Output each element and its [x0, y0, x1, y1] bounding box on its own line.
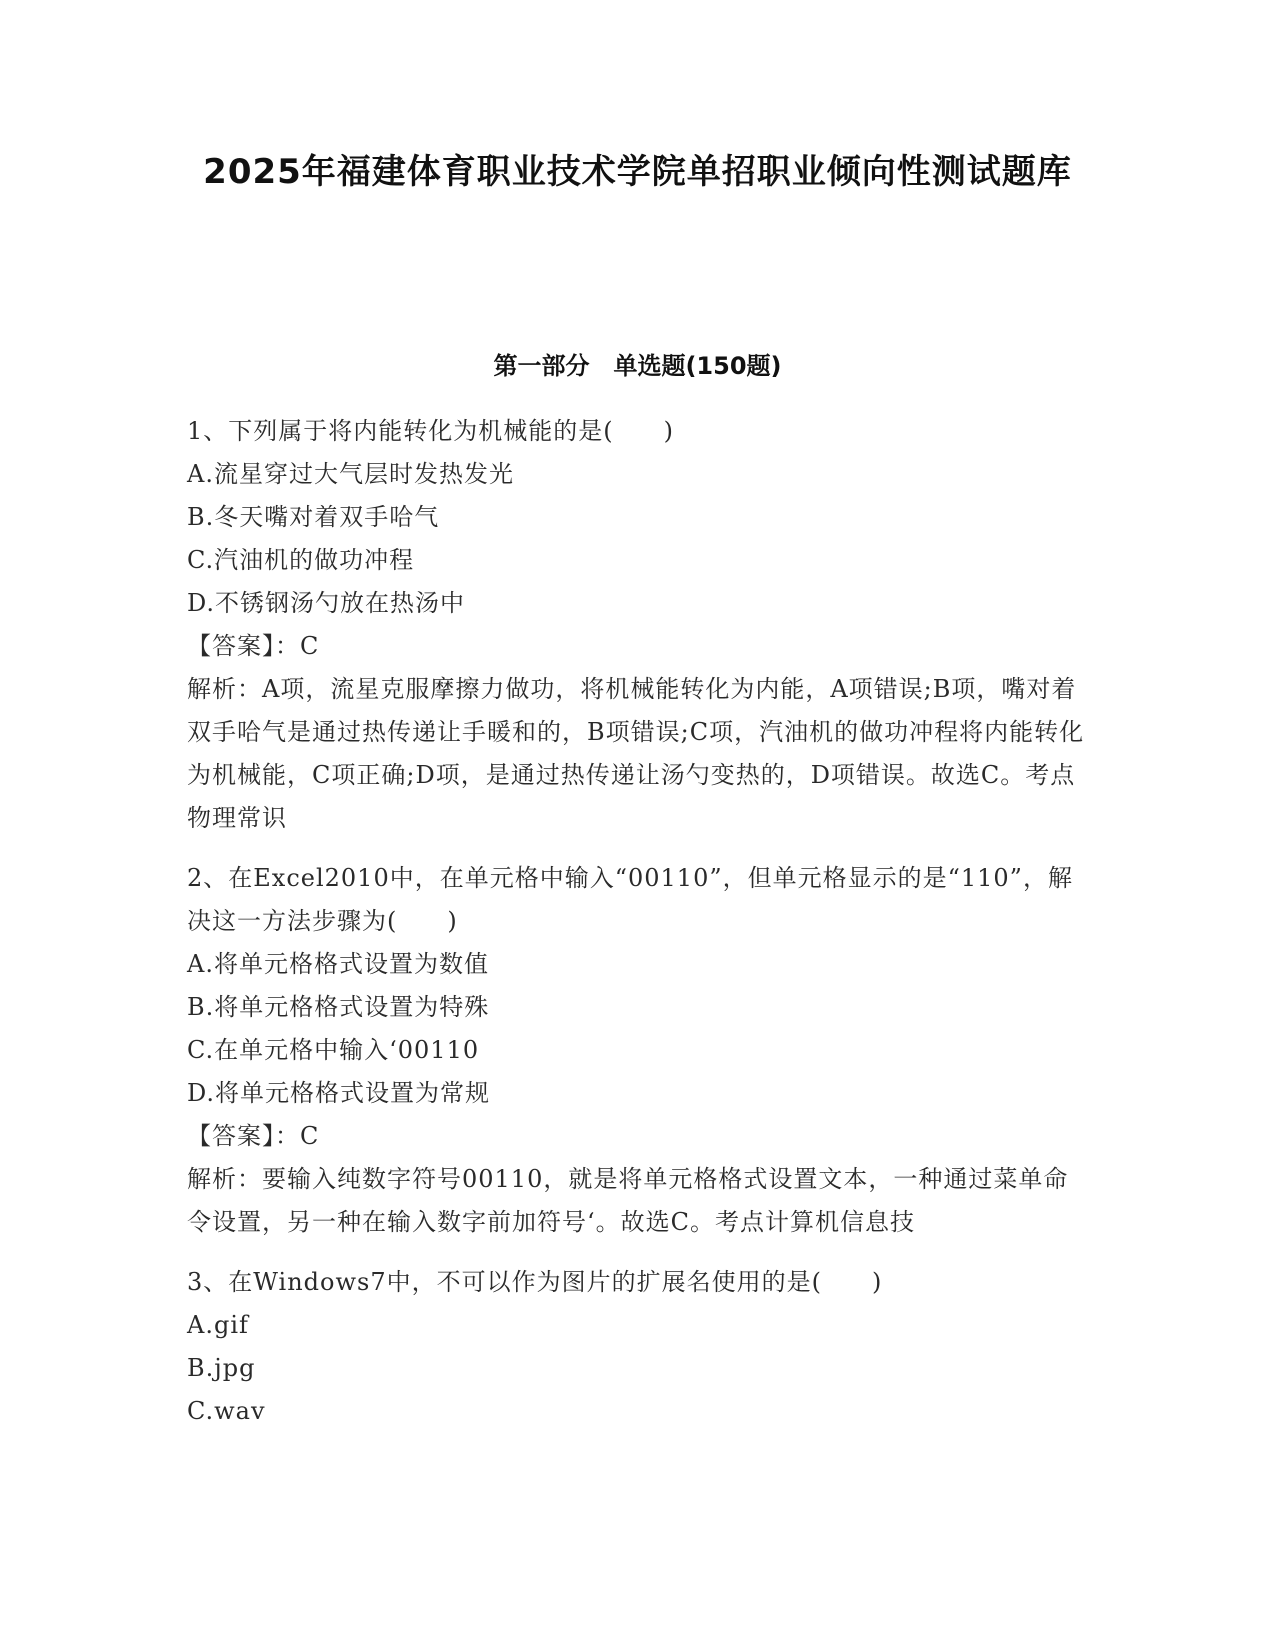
- option-d: D.将单元格格式设置为常规: [187, 1079, 491, 1107]
- answer: 【答案】：C: [187, 1122, 320, 1150]
- option-b: B.jpg: [187, 1354, 256, 1382]
- document-title: 2025年福建体育职业技术学院单招职业倾向性测试题库: [203, 152, 1072, 192]
- explanation: 解析：A项，流星克服摩擦力做功，将机械能转化为内能，A项错误;B项，嘴对着双手哈气是通过热传递让手暖和的，B项错误;C项，汽油机的做功冲程将内能转化为机械能，C项正确;D项，是通过热传递让汤勺变热的，D项错误。故选C。考点物理常识: [187, 675, 1085, 832]
- question-list: [187, 410, 1092, 1433]
- option-a: A.gif: [187, 1311, 249, 1339]
- question-stem: 3、在Windows7中，不可以作为图片的扩展名使用的是( ): [187, 1268, 883, 1296]
- option-d: D.不锈钢汤勺放在热汤中: [187, 589, 466, 617]
- option-c: C.汽油机的做功冲程: [187, 546, 415, 574]
- question-stem: 2、在Excel2010中，在单元格中输入“00110”，但单元格显示的是“110”，解决这一方法步骤为( ): [187, 864, 1073, 935]
- option-c: C.wav: [187, 1397, 266, 1425]
- explanation: 解析：要输入纯数字符号00110，就是将单元格格式设置文本，一种通过菜单命令设置，另一种在输入数字前加符号‘。故选C。考点计算机信息技: [187, 1165, 1069, 1236]
- option-c: C.在单元格中输入‘00110: [187, 1036, 480, 1064]
- question-3: [187, 1261, 1092, 1433]
- question-2: [187, 857, 1092, 1244]
- option-a: A.流星穿过大气层时发热发光: [187, 460, 514, 488]
- option-a: A.将单元格格式设置为数值: [187, 950, 489, 978]
- option-b: B.将单元格格式设置为特殊: [187, 993, 490, 1021]
- option-b: B.冬天嘴对着双手哈气: [187, 503, 440, 531]
- question-1: [187, 410, 1092, 840]
- section-heading: 第一部分 单选题(150题): [493, 352, 782, 380]
- answer: 【答案】：C: [187, 632, 320, 660]
- question-stem: 1、下列属于将内能转化为机械能的是( ): [187, 417, 674, 445]
